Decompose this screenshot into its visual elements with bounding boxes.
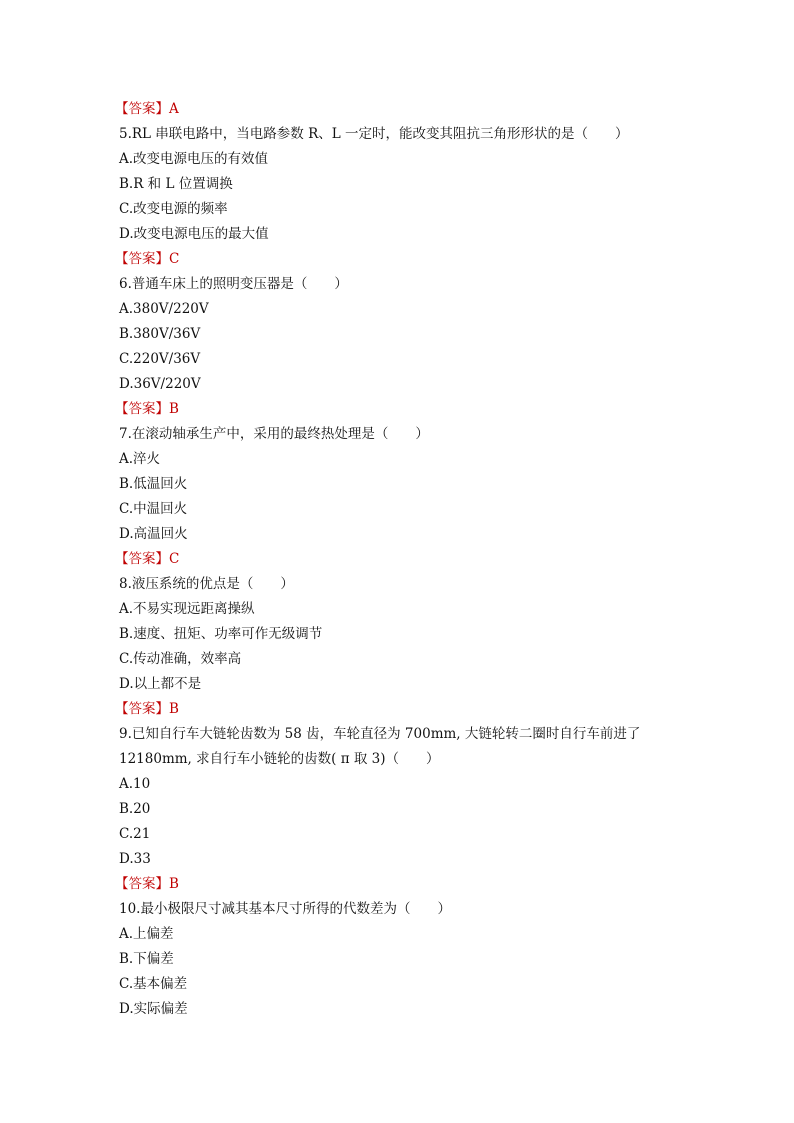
option-b: B.速度、扭矩、功率可作无级调节 [119, 626, 323, 642]
option-b: B.下偏差 [119, 951, 174, 967]
option-c: C.传动准确，效率高 [119, 651, 242, 667]
answer-label: 【答案】C [115, 251, 180, 267]
question-block [115, 272, 679, 422]
question-block [115, 572, 679, 722]
question-list [115, 97, 679, 1022]
option-b: B.20 [119, 801, 151, 817]
question-stem: 6.普通车床上的照明变压器是（ ） [119, 276, 348, 292]
option-a: A.10 [119, 776, 151, 792]
option-c: C.中温回火 [119, 501, 188, 517]
option-c: C.21 [119, 826, 151, 842]
option-a: A.380V/220V [119, 301, 209, 317]
option-d: D.33 [119, 851, 151, 867]
option-b: B.380V/36V [119, 326, 201, 342]
question-stem: 9.已知自行车大链轮齿数为 58 齿，车轮直径为 700mm, 大链轮转二圈时自行车前进了 [119, 726, 641, 742]
question-block [119, 897, 679, 1022]
option-c: C.改变电源的频率 [119, 201, 228, 217]
answer-label: 【答案】B [115, 876, 179, 892]
answer-label: 【答案】A [115, 101, 179, 117]
option-d: D.改变电源电压的最大值 [119, 226, 269, 242]
question-stem: 7.在滚动轴承生产中，采用的最终热处理是（ ） [119, 426, 429, 442]
answer-label: 【答案】C [115, 551, 180, 567]
question-stem: 5.RL 串联电路中，当电路参数 R、L 一定时，能改变其阻抗三角形形状的是（ ） [119, 126, 629, 142]
question-stem-continued: 12180mm, 求自行车小链轮的齿数( π 取 3)（ ） [119, 751, 440, 767]
option-d: D.以上都不是 [119, 676, 202, 692]
option-b: B.低温回火 [119, 476, 188, 492]
option-a: A.上偏差 [119, 926, 174, 942]
answer-label: 【答案】B [115, 701, 179, 717]
option-a: A.改变电源电压的有效值 [119, 151, 269, 167]
option-a: A.淬火 [119, 451, 161, 467]
option-b: B.R 和 L 位置调换 [119, 176, 233, 192]
question-block [115, 722, 679, 897]
option-d: D.实际偏差 [119, 1001, 188, 1017]
option-a: A.不易实现远距离操纵 [119, 601, 255, 617]
question-block [115, 122, 679, 272]
option-c: C.220V/36V [119, 351, 201, 367]
option-c: C.基本偏差 [119, 976, 188, 992]
question-stem: 8.液压系统的优点是（ ） [119, 576, 294, 592]
option-d: D.高温回火 [119, 526, 188, 542]
question-stem: 10.最小极限尺寸减其基本尺寸所得的代数差为（ ） [119, 901, 451, 917]
question-block [115, 422, 679, 572]
answer-label: 【答案】B [115, 401, 179, 417]
option-d: D.36V/220V [119, 376, 201, 392]
